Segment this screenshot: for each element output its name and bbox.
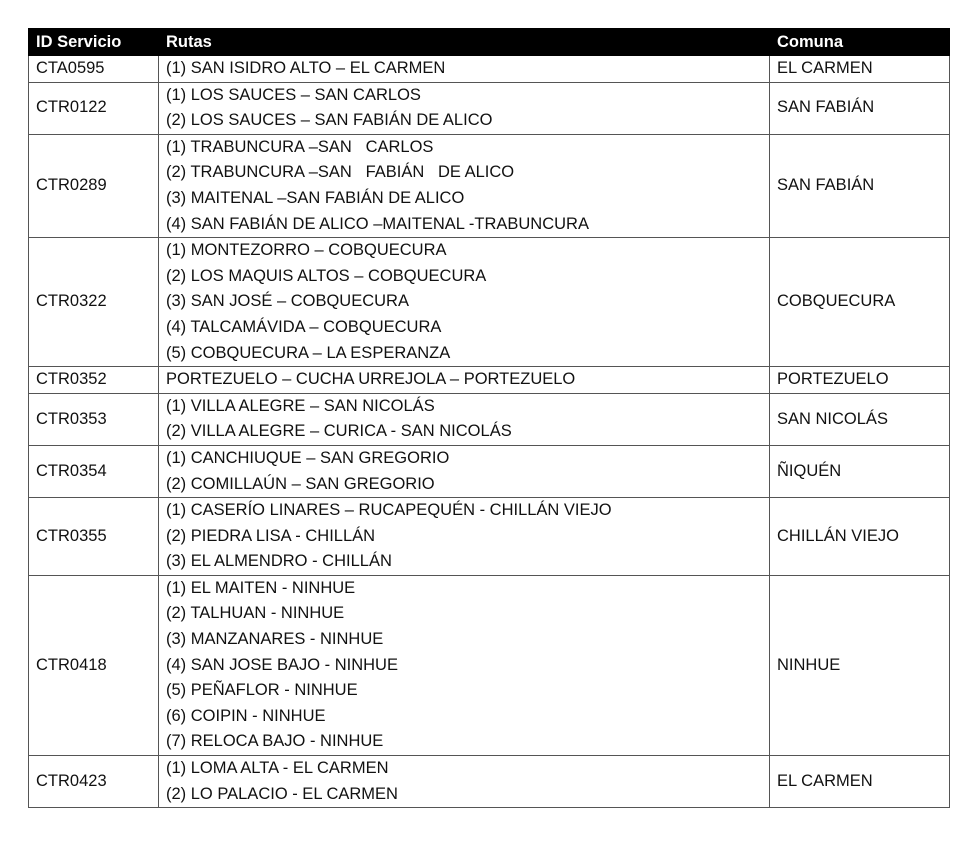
route-line: (2) COMILLAÚN – SAN GREGORIO — [166, 474, 435, 493]
header-id-servicio: ID Servicio — [29, 29, 159, 56]
service-id-cell: CTR0352 — [29, 367, 159, 394]
routes-cell — [159, 498, 770, 576]
route-line: (1) TRABUNCURA –SAN CARLOS — [166, 137, 434, 156]
service-id-cell: CTR0289 — [29, 134, 159, 237]
route-line: (2) VILLA ALEGRE – CURICA - SAN NICOLÁS — [166, 422, 512, 441]
route-line: (4) SAN JOSE BAJO - NINHUE — [166, 655, 398, 674]
table-row — [29, 56, 950, 83]
document-page — [28, 28, 949, 808]
service-id-cell: CTR0322 — [29, 238, 159, 367]
route-line: (1) MONTEZORRO – COBQUECURA — [166, 241, 447, 260]
routes-cell — [159, 445, 770, 497]
service-id-cell: CTR0122 — [29, 82, 159, 134]
comuna-cell: CHILLÁN VIEJO — [770, 498, 950, 576]
service-id-cell: CTR0353 — [29, 393, 159, 445]
header-rutas: Rutas — [159, 29, 770, 56]
route-line: (3) SAN JOSÉ – COBQUECURA — [166, 292, 409, 311]
service-id-cell: CTA0595 — [29, 56, 159, 83]
table-row — [29, 393, 950, 445]
route-line: (4) TALCAMÁVIDA – COBQUECURA — [166, 317, 442, 336]
service-id-cell: CTR0418 — [29, 575, 159, 755]
route-line: (2) LO PALACIO - EL CARMEN — [166, 784, 398, 803]
table-row — [29, 367, 950, 394]
table-row — [29, 445, 950, 497]
route-line: (1) LOMA ALTA - EL CARMEN — [166, 759, 389, 778]
route-line: (5) PEÑAFLOR - NINHUE — [166, 681, 358, 700]
table-body — [29, 56, 950, 808]
route-line: PORTEZUELO – CUCHA URREJOLA – PORTEZUELO — [166, 370, 576, 389]
table-row — [29, 575, 950, 755]
header-row — [29, 29, 950, 56]
route-line: (4) SAN FABIÁN DE ALICO –MAITENAL -TRABUNCURA — [166, 214, 589, 233]
table-row — [29, 82, 950, 134]
route-line: (2) LOS SAUCES – SAN FABIÁN DE ALICO — [166, 111, 493, 130]
comuna-cell: COBQUECURA — [770, 238, 950, 367]
table-row — [29, 756, 950, 808]
route-line: (6) COIPIN - NINHUE — [166, 706, 326, 725]
service-id-cell: CTR0423 — [29, 756, 159, 808]
routes-cell — [159, 56, 770, 83]
comuna-cell: SAN FABIÁN — [770, 82, 950, 134]
comuna-cell: SAN FABIÁN — [770, 134, 950, 237]
routes-cell — [159, 575, 770, 755]
route-line: (2) TRABUNCURA –SAN FABIÁN DE ALICO — [166, 163, 515, 182]
services-table — [28, 28, 950, 808]
table-header — [29, 29, 950, 56]
route-line: (3) MAITENAL –SAN FABIÁN DE ALICO — [166, 188, 465, 207]
route-line: (1) CANCHIUQUE – SAN GREGORIO — [166, 448, 450, 467]
route-line: (7) RELOCA BAJO - NINHUE — [166, 732, 384, 751]
route-line: (3) EL ALMENDRO - CHILLÁN — [166, 552, 392, 571]
routes-cell — [159, 238, 770, 367]
comuna-cell: NINHUE — [770, 575, 950, 755]
route-line: (2) PIEDRA LISA - CHILLÁN — [166, 526, 376, 545]
route-line: (1) LOS SAUCES – SAN CARLOS — [166, 85, 421, 104]
route-line: (1) VILLA ALEGRE – SAN NICOLÁS — [166, 396, 435, 415]
comuna-cell: ÑIQUÉN — [770, 445, 950, 497]
route-line: (2) TALHUAN - NINHUE — [166, 604, 345, 623]
routes-cell — [159, 134, 770, 237]
comuna-cell: SAN NICOLÁS — [770, 393, 950, 445]
table-row — [29, 134, 950, 237]
comuna-cell: PORTEZUELO — [770, 367, 950, 394]
route-line: (2) LOS MAQUIS ALTOS – COBQUECURA — [166, 266, 487, 285]
comuna-cell: EL CARMEN — [770, 756, 950, 808]
comuna-cell: EL CARMEN — [770, 56, 950, 83]
table-row — [29, 238, 950, 367]
service-id-cell: CTR0355 — [29, 498, 159, 576]
routes-cell — [159, 367, 770, 394]
route-line: (1) EL MAITEN - NINHUE — [166, 578, 356, 597]
service-id-cell: CTR0354 — [29, 445, 159, 497]
header-comuna: Comuna — [770, 29, 950, 56]
routes-cell — [159, 756, 770, 808]
routes-cell — [159, 393, 770, 445]
table-row — [29, 498, 950, 576]
route-line: (5) COBQUECURA – LA ESPERANZA — [166, 343, 451, 362]
route-line: (1) SAN ISIDRO ALTO – EL CARMEN — [166, 59, 446, 77]
route-line: (1) CASERÍO LINARES – RUCAPEQUÉN - CHILLÁN VIEJO — [166, 501, 612, 520]
route-line: (3) MANZANARES - NINHUE — [166, 630, 384, 649]
routes-cell — [159, 82, 770, 134]
